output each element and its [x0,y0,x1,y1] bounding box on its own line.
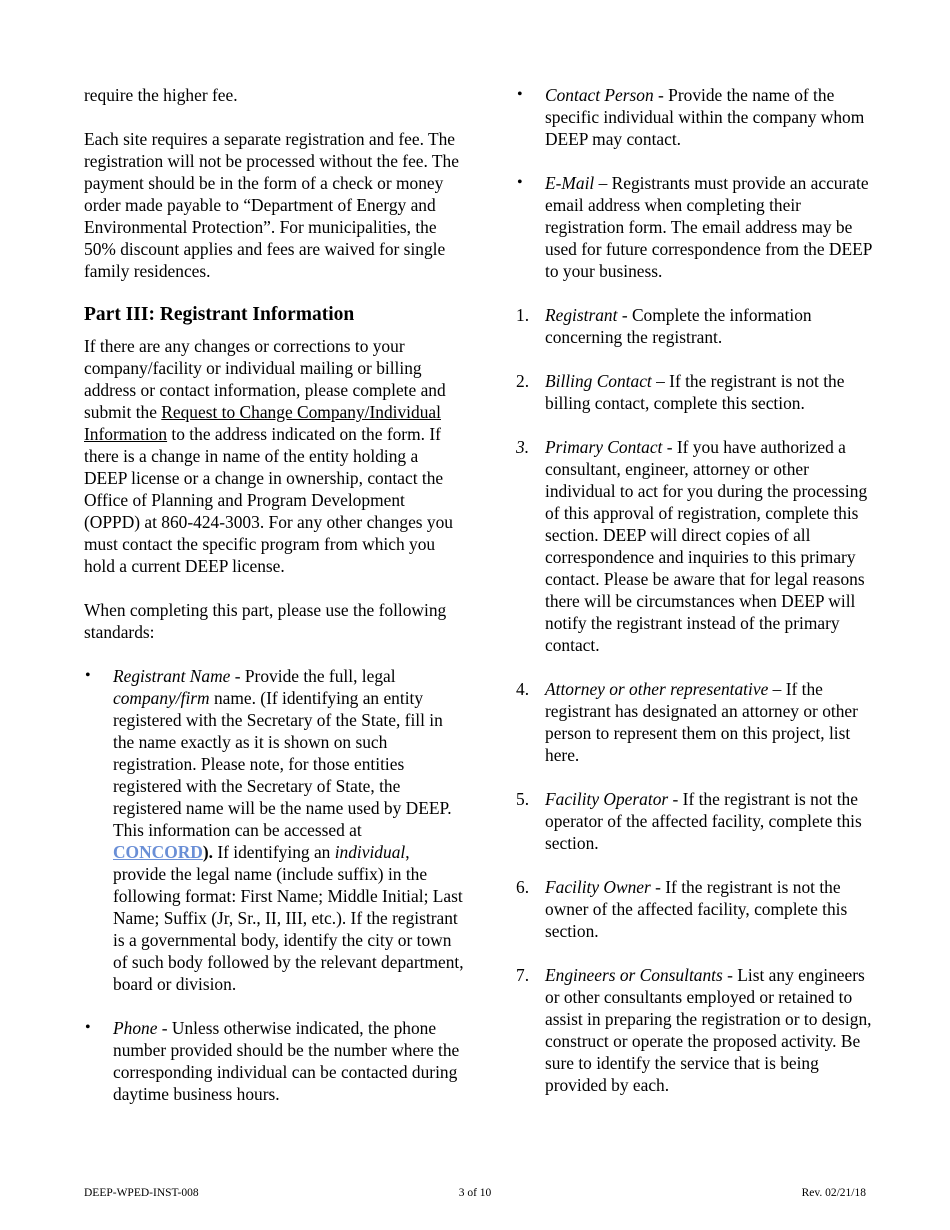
footer-page-number: 3 of 10 [458,1187,492,1199]
bullet-phone: • Phone - Unless otherwise indicated, the phone number provided should be the number where the corresponding individual can be contacted during daytime business hours. [85,1018,460,1104]
bullet-contact-person: • Contact Person - Provide the name of the specific individual within the company whom DEEP may contact. [517,85,865,149]
list-number: 5. [516,789,530,809]
request-to-change-link[interactable]: Request to Change Company/Individual Information [84,402,441,444]
footer-revision: Rev. 02/21/18 [801,1187,866,1199]
list-number: 7. [516,965,530,985]
right-column [516,84,876,1096]
bullet-registrant-name: • Registrant Name - Provide the full, legal company/firm name. (If identifying an entity registered with the Secretary of the State, fill in the name exactly as it is shown on such registration. Please note, for those entities registered with the Secretary of State, the registered name will be the name used by DEEP. This information can be accessed at CONCORD). If identifying an individual, provide the legal name (include suffix) in the following format: First Name; Middle Initial; Last Name; Suffix (Jr, Sr., II, III, etc.). If the registrant is a governmental body, identify the city or town of such body followed by the relevant department, board or division. [85,666,464,994]
footer-doc-id: DEEP-WPED-INST-008 [84,1187,199,1199]
list-number: 6. [516,877,530,897]
list-item-billing-contact: 2. Billing Contact – If the registrant is not the billing contact, complete this section. [516,371,845,413]
list-item-facility-owner: 6. Facility Owner - If the registrant is not the owner of the affected facility, complete this section. [516,877,848,941]
bullet-marker: • [85,667,91,684]
paragraph-standards-intro: When completing this part, please use the following standards: [84,600,447,642]
list-item-registrant: 1. Registrant - Complete the information concerning the registrant. [516,305,812,347]
paragraph-fee-continued: require the higher fee. [84,85,238,105]
paragraph-site-fee: Each site requires a separate registration and fee. The registration will not be processed without the fee. The payment should be in the form of a check or money order made payable to “Department of Energy and Environmental Protection”. For municipalities, the 50% discount applies and fees are waived for single family residences. [84,129,459,281]
concord-link[interactable]: CONCORD [113,842,203,862]
section-heading: Part III: Registrant Information [84,304,355,325]
left-column [84,84,464,1105]
list-item-primary-contact: 3. Primary Contact - If you have authorized a consultant, engineer, attorney or other individual to act for you during the processing of this approval of registration, complete this section. DEEP will direct copies of all correspondence and inquiries to this primary contact. Please be aware that for legal reasons there will be circumstances when DEEP will notify the registrant instead of the primary contact. [516,437,868,655]
list-item-engineers: 7. Engineers or Consultants - List any engineers or other consultants employed or retained to assist in preparing the registration or to design, construct or operate the proposed activity. Be sure to identify the service that is being provided by each. [516,965,872,1095]
list-number: 4. [516,679,530,699]
list-number: 2. [516,371,530,391]
bullet-marker: • [85,1019,91,1036]
bullet-email: • E-Mail – Registrants must provide an accurate email address when completing their registration form. The email address may be used for future correspondence from the DEEP to your business. [517,173,872,281]
bullet-marker: • [517,86,523,103]
list-item-facility-operator: 5. Facility Operator - If the registrant is not the operator of the affected facility, complete this section. [516,789,862,853]
list-item-attorney: 4. Attorney or other representative – If the registrant has designated an attorney or other person to represent them on this project, list here. [516,679,858,765]
list-number: 3. [516,437,530,457]
list-number: 1. [516,305,530,325]
paragraph-changes: If there are any changes or corrections to your company/facility or individual mailing or billing address or contact information, please complete and submit the Request to Change Company/Individual Information to the address indicated on the form. If there is a change in name of the entity holding a DEEP license or a change in ownership, contact the Office of Planning and Program Development (OPPD) at 860-424-3003. For any other changes you must contact the specific program from which you hold a current DEEP license. [84,336,454,576]
bullet-marker: • [517,174,523,191]
